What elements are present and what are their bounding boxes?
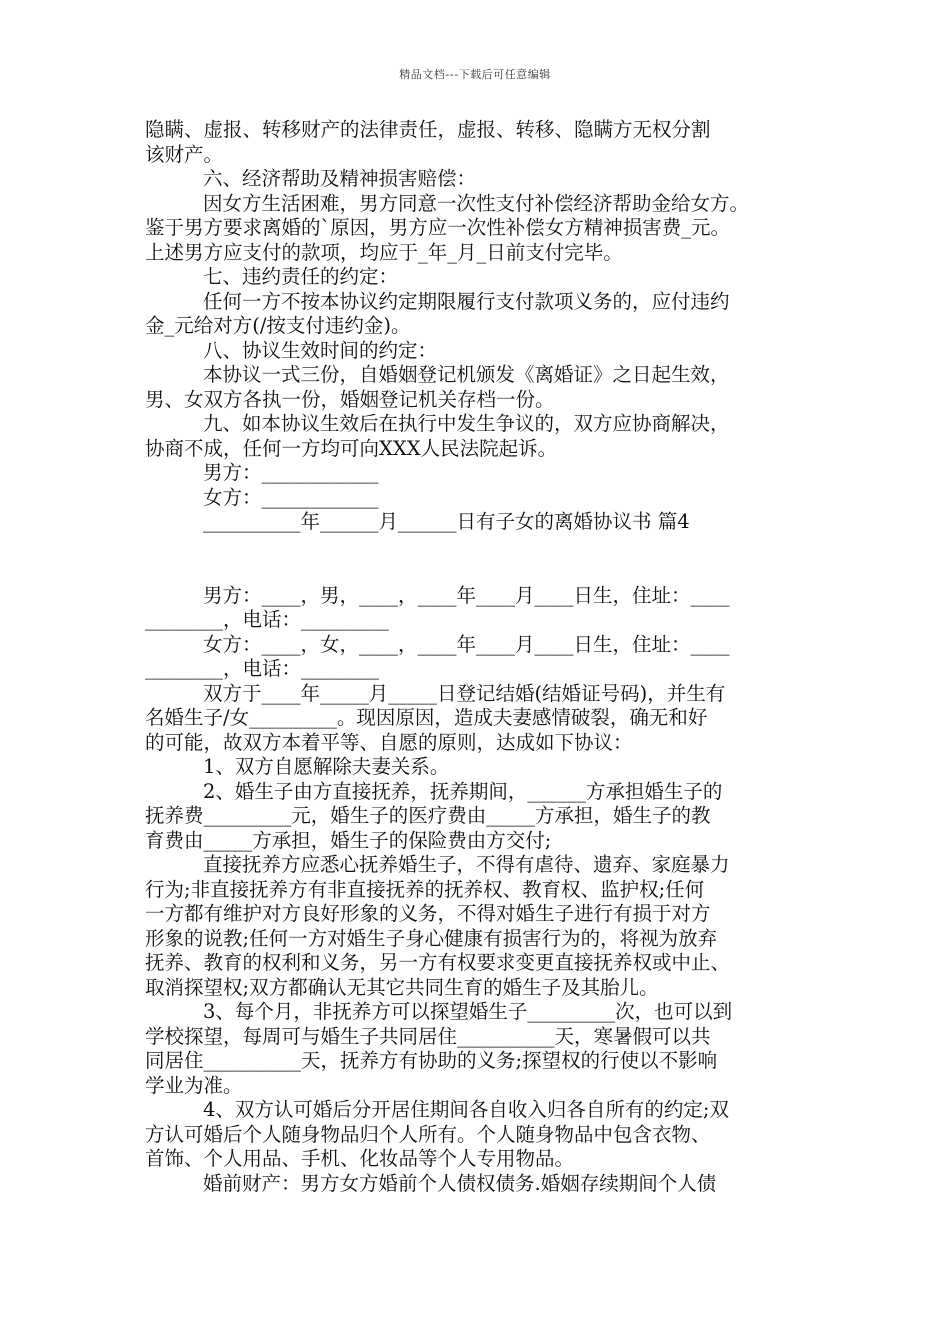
text-line: 上述男方应支付的款项，均应于_年_月_日前支付完毕。 <box>145 240 623 264</box>
text-line: 本协议一式三份，自婚姻登记机颁发《离婚证》之日起生效， <box>203 363 730 386</box>
text-line: 鉴于男方要求离婚的`原因，男方应一次性补偿女方精神损害费_元。 <box>145 216 731 239</box>
text-line: 抚养、教育的权利和义务，另一方有权要求变更直接抚养权或中止、 <box>145 951 731 974</box>
signature-line-male: 男方：____________ <box>203 461 379 484</box>
text-line: 形象的说教;任何一方对婚生子身心健康有损害行为的，将视为放弃 <box>145 926 718 950</box>
blank-line <box>145 535 813 560</box>
text-line: 男方：____，男，____，____年____月____日生，住址：____ <box>203 583 730 607</box>
text-line: 方认可婚后个人随身物品归个人所有。个人随身物品中包含衣物、 <box>145 1122 711 1146</box>
text-line: 该财产。 <box>145 142 224 166</box>
clause: 1、双方自愿解除夫妻关系。 <box>203 755 450 778</box>
text-line: 协商不成，任何一方均可向XXX人民法院起诉。 <box>145 436 558 460</box>
blank-line <box>145 559 813 584</box>
text-line: 婚前财产：男方女方婚前个人债权债务.婚姻存续期间个人债 <box>203 1171 717 1195</box>
signature-line-female: 女方：____________ <box>203 485 379 509</box>
text-line: 的可能，故双方本着平等、自愿的原则，达成如下协议： <box>145 730 633 754</box>
text-line: 学业为准。 <box>145 1073 243 1097</box>
text-line: 双方于____年_____月_____日登记结婚(结婚证号码)，并生有 <box>203 681 726 705</box>
text-line: 一方都有维护对方良好形象的义务，不得对婚生子进行有损于对方 <box>145 902 711 925</box>
text-line: 抚养费_________元，婚生子的医疗费由_____方承担，婚生子的教 <box>145 804 711 827</box>
text-line: 女方：____，女，____，____年____月____日生，住址：____ <box>203 632 730 656</box>
text-line: 金_元给对方(/按支付违约金)。 <box>145 314 411 337</box>
text-line: 隐瞒、虚报、转移财产的法律责任，虚报、转移、隐瞒方无权分割 <box>145 118 711 141</box>
text-line: 直接抚养方应悉心抚养婚生子，不得有虐待、遗弃、家庭暴力 <box>203 853 730 876</box>
section-heading: 六、经济帮助及精神损害赔偿： <box>203 167 477 190</box>
document-title: __________年______月______日有子女的离婚协议书 篇4 <box>203 510 690 533</box>
clause: 2、婚生子由方直接抚养，抚养期间，______方承担婚生子的 <box>203 779 723 803</box>
text-line: 学校探望，每周可与婚生子共同居住__________天，寒暑假可以共 <box>145 1024 711 1048</box>
text-line: 任何一方不按本协议约定期限履行支付款项义务的，应付违约 <box>203 289 730 313</box>
page-header: 精品文档---下载后可任意编辑 <box>399 68 551 81</box>
text-line: 同居住__________天，抚养方有协助的义务;探望权的行使以不影响 <box>145 1049 718 1072</box>
section-heading: 八、协议生效时间的约定： <box>203 338 438 362</box>
text-line: ________，电话：________ <box>145 657 380 680</box>
document-body <box>145 118 813 1196</box>
text-line: 因女方生活困难，男方同意一次性支付补偿经济帮助金给女方。 <box>203 191 750 215</box>
section-heading: 七、违约责任的约定： <box>203 265 399 288</box>
clause: 4、双方认可婚后分开居住期间各自收入归各自所有的约定;双 <box>203 1098 729 1121</box>
text-line: 名婚生子/女_________。现因原因，造成夫妻感情破裂，确无和好 <box>145 706 708 729</box>
text-line: 行为;非直接抚养方有非直接抚养的抚养权、教育权、监护权;任何 <box>145 877 705 901</box>
text-line: 育费由_____方承担，婚生子的保险费由方交付; <box>145 828 552 852</box>
clause: 3、每个月，非抚养方可以探望婚生子_________次，也可以到 <box>203 1000 733 1023</box>
text-line: 男、女双方各执一份，婚姻登记机关存档一份。 <box>145 387 555 411</box>
text-line: 取消探望权;双方都确认无其它共同生育的婚生子及其胎儿。 <box>145 975 659 999</box>
text-line: ________，电话：_________ <box>145 608 389 631</box>
section-heading: 九、如本协议生效后在执行中发生争议的，双方应协商解决， <box>203 412 730 435</box>
text-line: 首饰、个人用品、手机、化妆品等个人专用物品。 <box>145 1147 575 1170</box>
